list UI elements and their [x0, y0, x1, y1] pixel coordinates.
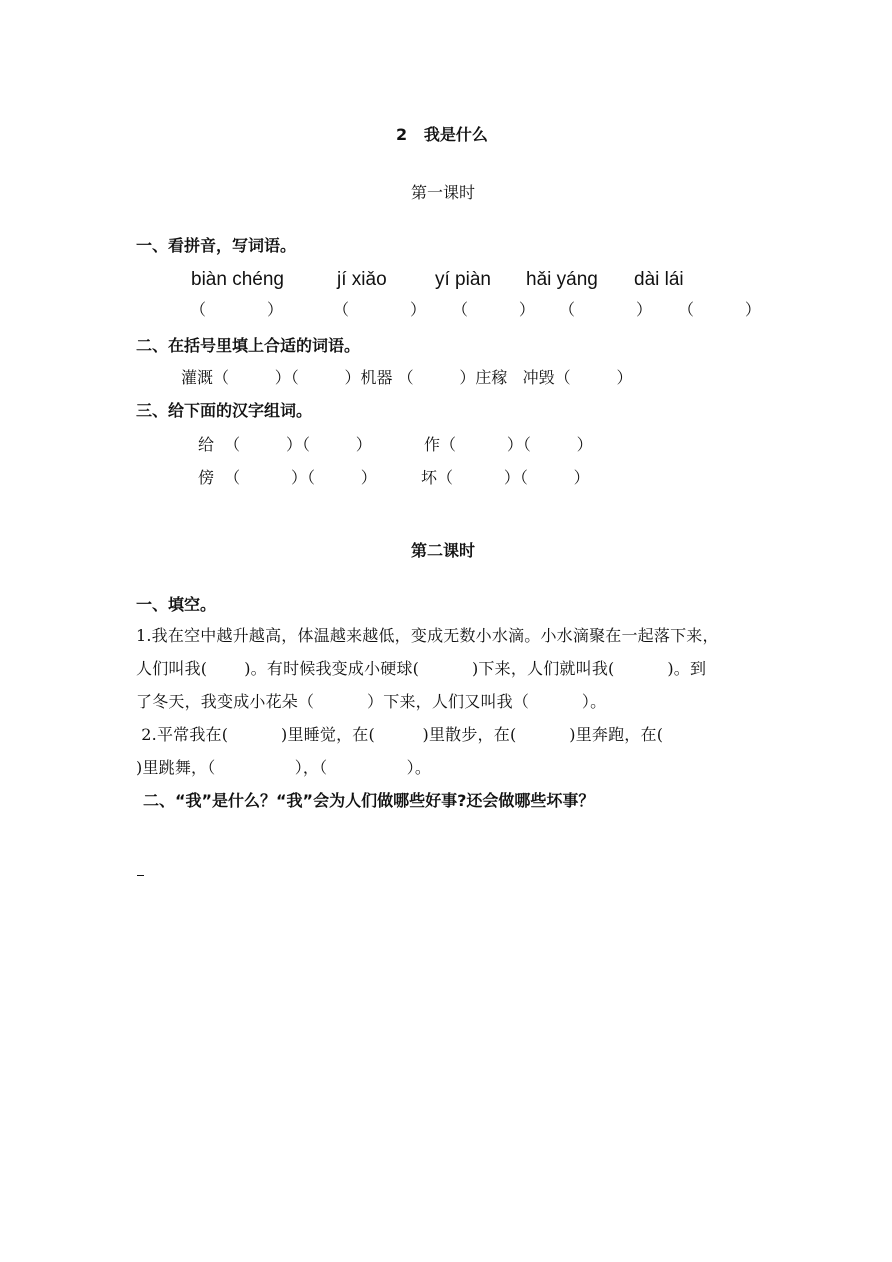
lesson2-q1-line-1: 1.我在空中越升越高，体温越来越低，变成无数小水滴。小水滴聚在一起落下来， [136, 626, 719, 645]
pinyin-1: biàn chéng [191, 269, 284, 290]
short-underline [137, 875, 144, 876]
lesson1-q3-title: 三、给下面的汉字组词。 [136, 401, 313, 420]
pinyin-4: hǎi yáng [526, 269, 598, 290]
lesson2-q1-line-2: 人们叫我( )。有时候我变成小硬球( )下来，人们就叫我( )。到 [136, 659, 707, 678]
lesson1-q3-row2-left: 傍 （ ）（ ） [198, 468, 377, 487]
lesson1-q3-row1-left: 给 （ ）（ ） [198, 435, 372, 454]
lesson1-q3-row2-right: 坏（ ）（ ） [421, 468, 590, 487]
pinyin-blank-2: （ ） [333, 300, 427, 319]
lesson2-q1-line-4: 2.平常我在( )里睡觉，在( )里散步，在( )里奔跑，在( [136, 725, 664, 744]
lesson1-q3-row1-right: 作（ ）（ ） [424, 435, 593, 454]
pinyin-5: dài lái [634, 269, 684, 290]
lesson2-q1-line-5: )里跳舞，（ ），（ ）。 [136, 758, 432, 777]
pinyin-blank-1: （ ） [190, 300, 284, 319]
lesson1-q1-title: 一、看拼音，写词语。 [136, 236, 297, 255]
lesson1-q2-title: 二、在括号里填上合适的词语。 [136, 336, 361, 355]
page-title: 2 我是什么 [396, 125, 488, 144]
lesson1-heading: 第一课时 [411, 183, 476, 202]
pinyin-blank-5: （ ） [678, 300, 761, 319]
lesson2-q1-title: 一、填空。 [136, 595, 217, 614]
lesson2-q1-line-3: 了冬天，我变成小花朵（ ）下来，人们又叫我（ ）。 [136, 692, 607, 711]
pinyin-3: yí piàn [435, 269, 491, 290]
lesson2-heading: 第二课时 [411, 541, 476, 560]
pinyin-2: jí xiǎo [337, 269, 387, 290]
pinyin-blank-3: （ ） [452, 300, 535, 319]
pinyin-blank-4: （ ） [559, 300, 653, 319]
lesson1-q2-line: 灌溉（ ）（ ）机器 （ ）庄稼 冲毁（ ） [181, 368, 633, 387]
lesson2-q2-title: 二、“我”是什么？“我”会为人们做哪些好事?还会做哪些坏事？ [143, 791, 595, 810]
